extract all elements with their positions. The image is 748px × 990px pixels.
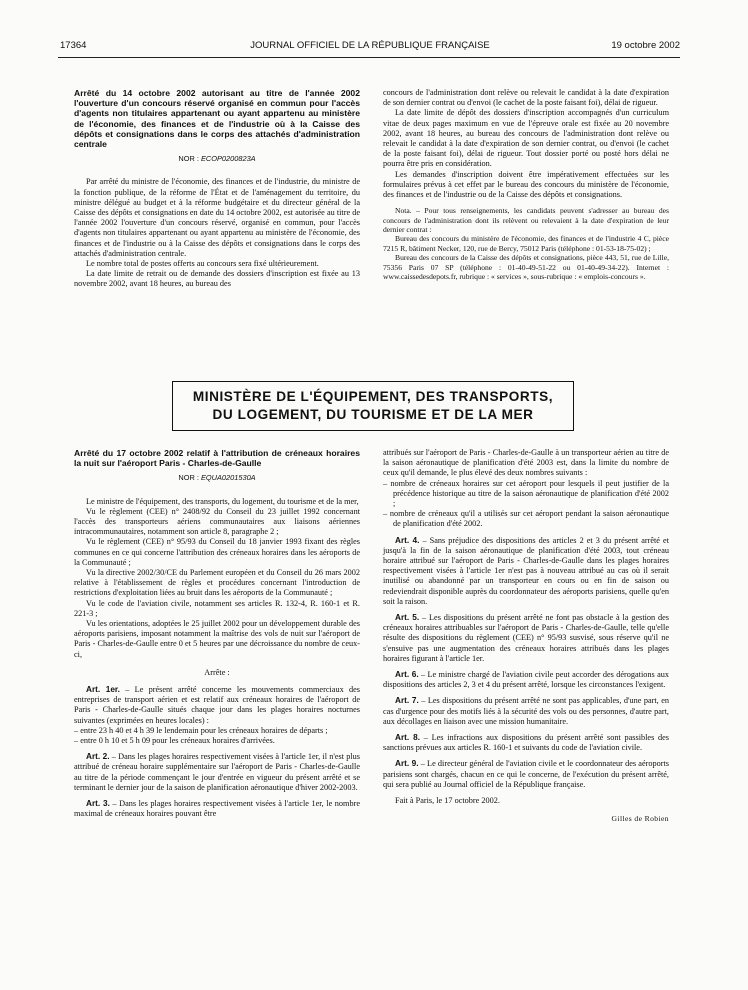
section1-nor: NOR : ECOP0200823A — [178, 154, 256, 164]
section1-left-column — [74, 88, 360, 290]
list-item: – nombre de créneaux horaires sur cet aéroport pour lesquels il peut justifier de la précédence historique au titre de la saison aéronautique de planification d'été 2002 ; — [383, 478, 669, 509]
ministry-banner — [172, 381, 574, 431]
article-1-list — [74, 726, 360, 746]
article-8: Art. 8. – Les infractions aux dispositions du présent arrêté sont passibles des sanctions prévues aux articles R. 160-1 et suivants du code de l'aviation civile. — [383, 733, 669, 753]
section1-title: Arrêté du 14 octobre 2002 autorisant au titre de l'année 2002 l'ouverture d'un concours réservé organisé en commun pour l'accès d'agents non titulaires appartenant ou ayant appartenu au ministère de l'économie, des finances et de l'industrie où à la Caisse des dépôts et consignations dans le corps des attachés d'administration centrale — [74, 88, 360, 150]
section1-nota: Nota. – Pour tous renseignements, les candidats peuvent s'adresser au bureau des concours de l'administration dont ils relèvent ou relevaient à la date d'expiration de leur dernier contrat : — [383, 206, 669, 235]
section2-visa: Vu le règlement (CEE) n° 2408/92 du Conseil du 23 juillet 1992 concernant l'accès des transporteurs aériens communautaires aux liaisons aériennes intracommunautaires, notamment son article 8, paragraphe 2 ; — [74, 506, 360, 537]
section1-address: Bureau des concours de la Caisse des dépôts et consignations, pièce 443, 51, rue de Lille, 75356 Paris 07 SP (téléphone : 01-40-49-51-22 ou 01-40-49-34-22). Internet : www.caissedesdepots.fr, rubrique : « services », sous-rubrique : « emplois-concours ». — [383, 253, 669, 282]
section1-paragraph: Par arrêté du ministre de l'économie, des finances et de l'industrie, du ministre de la fonction publique, de la réforme de l'État et de l'aménagement du territoire, du ministre délégué au budget et à la réforme budgétaire et du directeur général de la Caisse des dépôts et consignations en date du 14 octobre 2002, est autorisée au titre de l'année 2002 l'ouverture d'un concours réservé, organisé en commun, pour l'accès d'agents non titulaires appartenant ou ayant appartenu au ministère de l'économie, des finances et de l'industrie ou à la Caisse des dépôts et consignations dans le corps des attachés d'administration centrale. — [74, 177, 360, 258]
section2-left-column — [74, 448, 360, 820]
article-2: Art. 2. – Dans les plages horaires respectivement visées à l'article 1er, il n'est plus attribué de créneau horaire supplémentaire sur l'aéroport de Paris - Charles-de-Gaulle au titre de la période commençant le jour d'entrée en vigueur du présent arrêté et se terminant le dernier jour de la saison de planification aéronautique d'hiver 2002-2003. — [74, 752, 360, 792]
page-header — [60, 40, 680, 54]
section2-visa: Vu le règlement (CEE) n° 95/93 du Conseil du 18 janvier 1993 fixant des règles communes en ce qui concerne l'attribution des créneaux horaires dans les aéroports de la Communauté ; — [74, 537, 360, 567]
signature: Gilles de Robien — [611, 814, 669, 824]
issue-date: 19 octobre 2002 — [611, 40, 680, 51]
ministry-banner-line: DU LOGEMENT, DU TOURISME ET DE LA MER — [212, 407, 534, 422]
section2-visa: Vu la directive 2002/30/CE du Parlement européen et du Conseil du 26 mars 2002 relative à l'établissement de règles et procédures concernant l'introduction de restrictions d'exploitation liées au bruit dans les aéroports de la Communauté ; — [74, 568, 360, 598]
ministry-banner-line: MINISTÈRE DE L'ÉQUIPEMENT, DES TRANSPORTS, — [192, 389, 554, 404]
list-item: – nombre de créneaux qu'il a utilisés sur cet aéroport pendant la saison aéronautique de planification d'été 2002. — [383, 509, 669, 529]
journal-title: JOURNAL OFFICIEL DE LA RÉPUBLIQUE FRANÇAISE — [250, 40, 490, 51]
section1-right-column — [383, 88, 669, 281]
section2-visa: Vu les orientations, adoptées le 25 juillet 2002 pour un développement durable des aéroports parisiens, imposant notamment la maîtrise des vols de nuit sur l'aéroport de Paris - Charles-de-Gaulle entre 0 et 5 heures par une décroissance du nombre de ceux-ci, — [74, 619, 360, 659]
page-number: 17364 — [60, 40, 87, 51]
article-1: Art. 1er. – Le présent arrêté concerne les mouvements commerciaux des entreprises de transport aérien et est relatif aux créneaux horaires de l'aéroport de Paris - Charles-de-Gaulle situés chaque jour dans les plages horaires nocturnes suivantes (exprimées en heures locales) : — [74, 685, 360, 725]
section1-paragraph: La date limite de retrait ou de demande des dossiers d'inscription est fixée au 13 novembre 2002, avant 18 heures, au bureau des — [74, 269, 360, 289]
article-6: Art. 6. – Le ministre chargé de l'aviation civile peut accorder des dérogations aux dispositions des articles 2, 3 et 4 du présent arrêté, lorsque les circonstances l'exigent. — [383, 670, 669, 690]
header-rule — [58, 57, 680, 58]
section1-paragraph: concours de l'administration dont relève ou relevait le candidat à la date d'expiration de son dernier contrat ou d'envoi (le cachet de la poste faisant foi), délai de rigueur. — [383, 88, 669, 108]
section1-address: Bureau des concours du ministère de l'économie, des finances et de l'industrie 4 C, pièce 7215 R, bâtiment Necker, 120, rue de Bercy, 75012 Paris (téléphone : 01-53-18-75-02) ; — [383, 234, 669, 253]
section1-paragraph: Le nombre total de postes offerts au concours sera fixé ultérieurement. — [86, 259, 319, 269]
list-item: – entre 0 h 10 et 5 h 09 pour les créneaux horaires d'arrivées. — [74, 736, 275, 746]
section1-nor-code: ECOP0200823A — [200, 154, 256, 164]
article-3: Art. 3. – Dans les plages horaires respectivement visées à l'article 1er, le nombre maximal de créneaux horaires pouvant être — [74, 799, 360, 819]
section2-nor: NOR : EQUA0201530A — [178, 473, 256, 483]
section2-intro: Le ministre de l'équipement, des transports, du logement, du tourisme et de la mer, — [86, 496, 359, 506]
section2-nor-code: EQUA0201530A — [200, 473, 256, 483]
article-9: Art. 9. – Le directeur général de l'aviation civile et le coordonnateur des aéroports parisiens sont chargés, chacun en ce qui le concerne, de l'exécution du présent arrêté, qui sera publié au Journal officiel de la République française. — [383, 759, 669, 789]
arrete-label: Arrête : — [204, 667, 230, 677]
article-4: Art. 4. – Sans préjudice des dispositions des articles 2 et 3 du présent arrêté et jusqu'à la fin de la saison aéronautique de planification d'été 2003, tout créneau horaire attribué sur l'aéroport de Paris - Charles-de-Gaulle dans les plages horaires respectivement visées à l'article 1er n'est pas à nouveau attribué au cas où il serait inutilisé ou abandonné par un transporteur en cours ou en fin de saison ou redeviendrait disponible auprès du coordonnateur des aéroports parisiens, quelle qu'en soit la raison. — [383, 535, 669, 606]
section2-title: Arrêté du 17 octobre 2002 relatif à l'attribution de créneaux horaires la nuit sur l'aéroport Paris - Charles-de-Gaulle — [74, 448, 360, 469]
article-7: Art. 7. – Les dispositions du présent arrêté ne sont pas applicables, d'une part, en cas d'urgence pour des motifs liés à la sécurité des vols ou des personnes, d'autre part, aux décollages en liaison avec une mission humanitaire. — [383, 696, 669, 726]
section1-paragraph: Les demandes d'inscription doivent être impérativement effectuées sur les formulaires prévus à cet effet par le bureau des concours du ministère de l'économie, des finances et de l'industrie ou de la Caisse des dépôts et consignations. — [383, 169, 669, 200]
article-3-continued: attribués sur l'aéroport de Paris - Charles-de-Gaulle à un transporteur aérien au titre de la saison aéronautique de planification d'été 2003 est, dans la limite du nombre de ceux qu'il demande, le plus élevé des deux nombres suivants : — [383, 448, 669, 478]
section1-paragraph: La date limite de dépôt des dossiers d'inscription accompagnés d'un curriculum vitae de deux pages maximum en vue de l'épreuve orale est fixée au 20 novembre 2002, avant 18 heures, au bureau des concours de l'administration dont relève ou relevait le candidat à la date d'expiration de son dernier contrat, ou d'envoi (le cachet de la poste faisant foi), délai de rigueur. Tout dossier porté ou posté hors délai ne pourra être pris en considération. — [383, 108, 669, 169]
section2-visa: Vu le code de l'aviation civile, notamment ses articles R. 132-4, R. 160-1 et R. 221-3 ; — [74, 598, 360, 618]
article-5: Art. 5. – Les dispositions du présent arrêté ne font pas obstacle à la gestion des créneaux horaires attribuables sur l'aéroport de Paris - Charles-de-Gaulle, telle qu'elle résulte des dispositions du règlement (CEE) n° 95/93 susvisé, sous réserve qu'il ne s'ensuive pas une augmentation des créneaux horaires attribués dans les plages horaires figurant à l'article 1er. — [383, 613, 670, 663]
signoff: Fait à Paris, le 17 octobre 2002. — [395, 796, 500, 806]
list-item: – entre 23 h 40 et 4 h 39 le lendemain pour les créneaux horaires de départs ; — [74, 725, 328, 735]
section2-right-column — [383, 448, 669, 825]
article-3-list — [383, 479, 669, 530]
